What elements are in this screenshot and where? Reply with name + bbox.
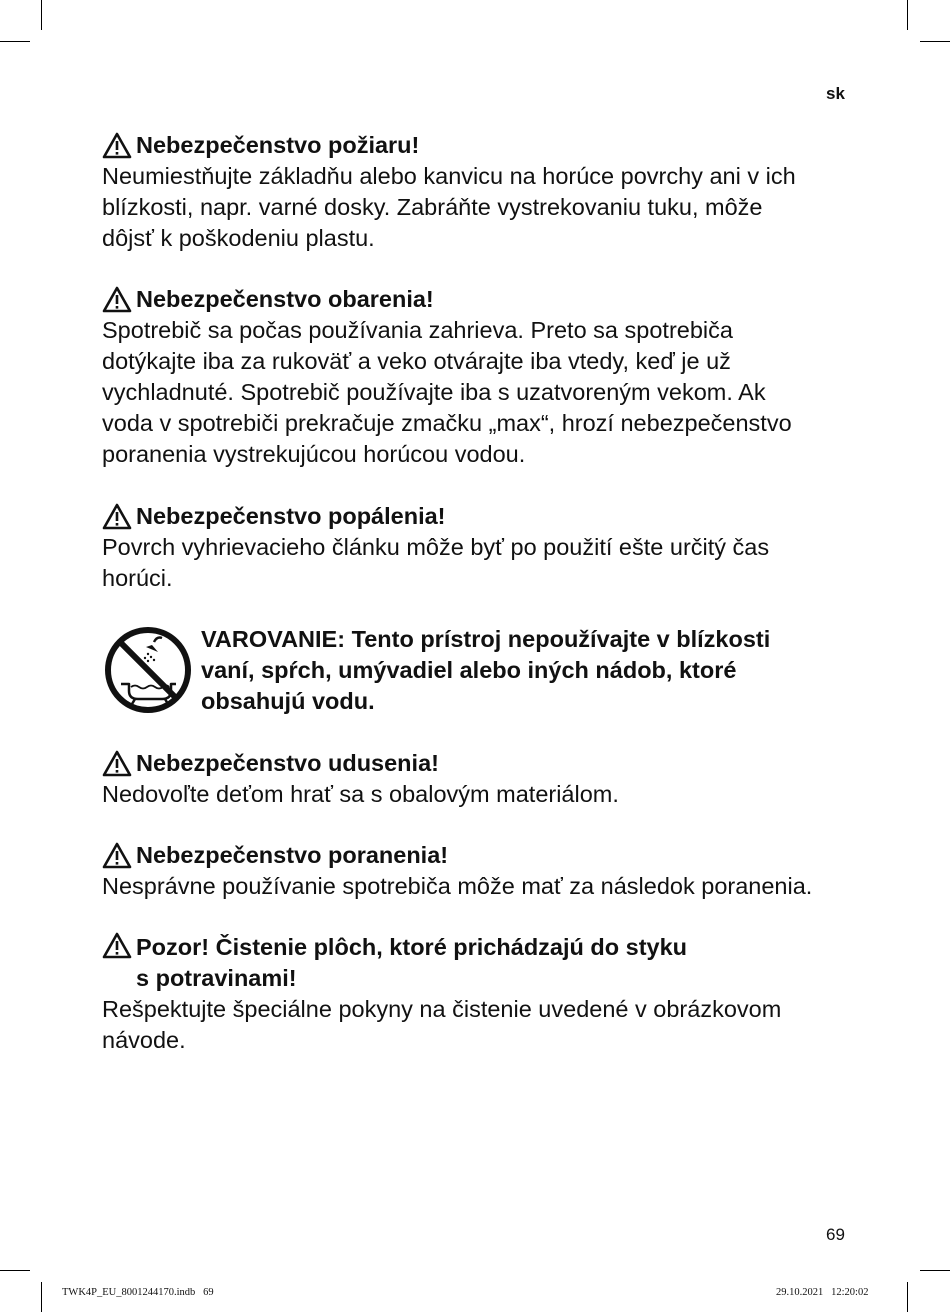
body-line: Spotrebič sa počas používania zahrieva. Preto sa spotrebiča (102, 317, 733, 343)
section-body (102, 532, 862, 594)
section-heading (102, 932, 862, 994)
page-number: 69 (826, 1225, 845, 1244)
language-code: sk (826, 84, 845, 103)
section-heading-line (102, 932, 862, 963)
crop-mark-bottom-right-h (920, 1270, 950, 1271)
footer-timestamp: 29.10.2021 12:20:02 (776, 1287, 869, 1298)
warning-line: VAROVANIE: Tento prístroj nepoužívajte v blízkosti (201, 626, 771, 652)
section-food-contact-cleaning (102, 932, 862, 1056)
warning-line: vaní, spŕch, umývadiel alebo iných nádob, ktoré (201, 657, 737, 683)
body-line: návode. (102, 1027, 186, 1053)
section-body (102, 994, 862, 1056)
warning-triangle-icon (102, 750, 132, 777)
body-line: vychladnuté. Spotrebič používajte iba s uzatvoreným vekom. Ak (102, 379, 766, 405)
section-heading (102, 501, 862, 532)
section-heading-line: s potravinami! (136, 965, 297, 991)
section-scalding-hazard (102, 284, 862, 470)
crop-mark-top-left-v (41, 0, 42, 30)
crop-mark-bottom-right-v (907, 1282, 908, 1312)
warning-triangle-icon (102, 132, 132, 159)
crop-mark-top-left-h (0, 41, 30, 42)
section-heading-text: Nebezpečenstvo udusenia! (136, 750, 439, 776)
section-heading-text: Nebezpečenstvo poranenia! (136, 842, 449, 868)
body-line: Nesprávne používanie spotrebiča môže mať za následok poranenia. (102, 873, 813, 899)
warning-line: obsahujú vodu. (201, 688, 375, 714)
body-line: dotýkajte iba za rukoväť a veko otvárajte iba vtedy, keď je už (102, 348, 731, 374)
body-line: dôjsť k poškodeniu plastu. (102, 225, 375, 251)
section-heading (102, 130, 862, 161)
section-fire-hazard (102, 130, 862, 254)
section-heading-text: Nebezpečenstvo popálenia! (136, 503, 446, 529)
section-heading-text: Pozor! Čistenie plôch, ktoré prichádzajú do styku (136, 934, 688, 960)
warning-triangle-icon (102, 842, 132, 869)
footer-file-info: TWK4P_EU_8001244170.indb 69 (62, 1287, 214, 1298)
section-burn-hazard (102, 501, 862, 594)
body-line: Rešpektujte špeciálne pokyny na čistenie uvedené v obrázkovom (102, 996, 782, 1022)
section-injury-hazard (102, 840, 862, 902)
warning-triangle-icon (102, 286, 132, 313)
section-heading-text: Nebezpečenstvo obarenia! (136, 286, 434, 312)
body-line: blízkosti, napr. varné dosky. Zabráňte vystrekovaniu tuku, môže (102, 194, 763, 220)
crop-mark-top-right-h (920, 41, 950, 42)
no-water-bath-icon (102, 624, 194, 716)
body-line: poranenia vystrekujúcou horúcou vodou. (102, 441, 526, 467)
body-line: Nedovoľte deťom hrať sa s obalovým materiálom. (102, 781, 619, 807)
section-heading (102, 840, 862, 871)
crop-mark-top-right-v (907, 0, 908, 30)
water-warning-text (201, 624, 770, 717)
section-suffocation-hazard (102, 748, 862, 810)
section-heading (102, 284, 862, 315)
body-line: Povrch vyhrievacieho článku môže byť po použití ešte určitý čas (102, 534, 770, 560)
section-body (102, 779, 862, 810)
section-body (102, 871, 862, 902)
section-heading-text: Nebezpečenstvo požiaru! (136, 132, 420, 158)
warning-triangle-icon (102, 932, 132, 959)
crop-mark-bottom-left-v (41, 1282, 42, 1312)
section-body (102, 161, 862, 254)
body-line: voda v spotrebiči prekračuje zmačku „max“, hrozí nebezpečenstvo (102, 410, 792, 436)
body-line: horúci. (102, 565, 173, 591)
section-body (102, 315, 862, 470)
crop-mark-bottom-left-h (0, 1270, 30, 1271)
water-warning-box (102, 624, 862, 719)
section-heading (102, 748, 862, 779)
warning-triangle-icon (102, 503, 132, 530)
body-line: Neumiestňujte základňu alebo kanvicu na horúce povrchy ani v ich (102, 163, 796, 189)
